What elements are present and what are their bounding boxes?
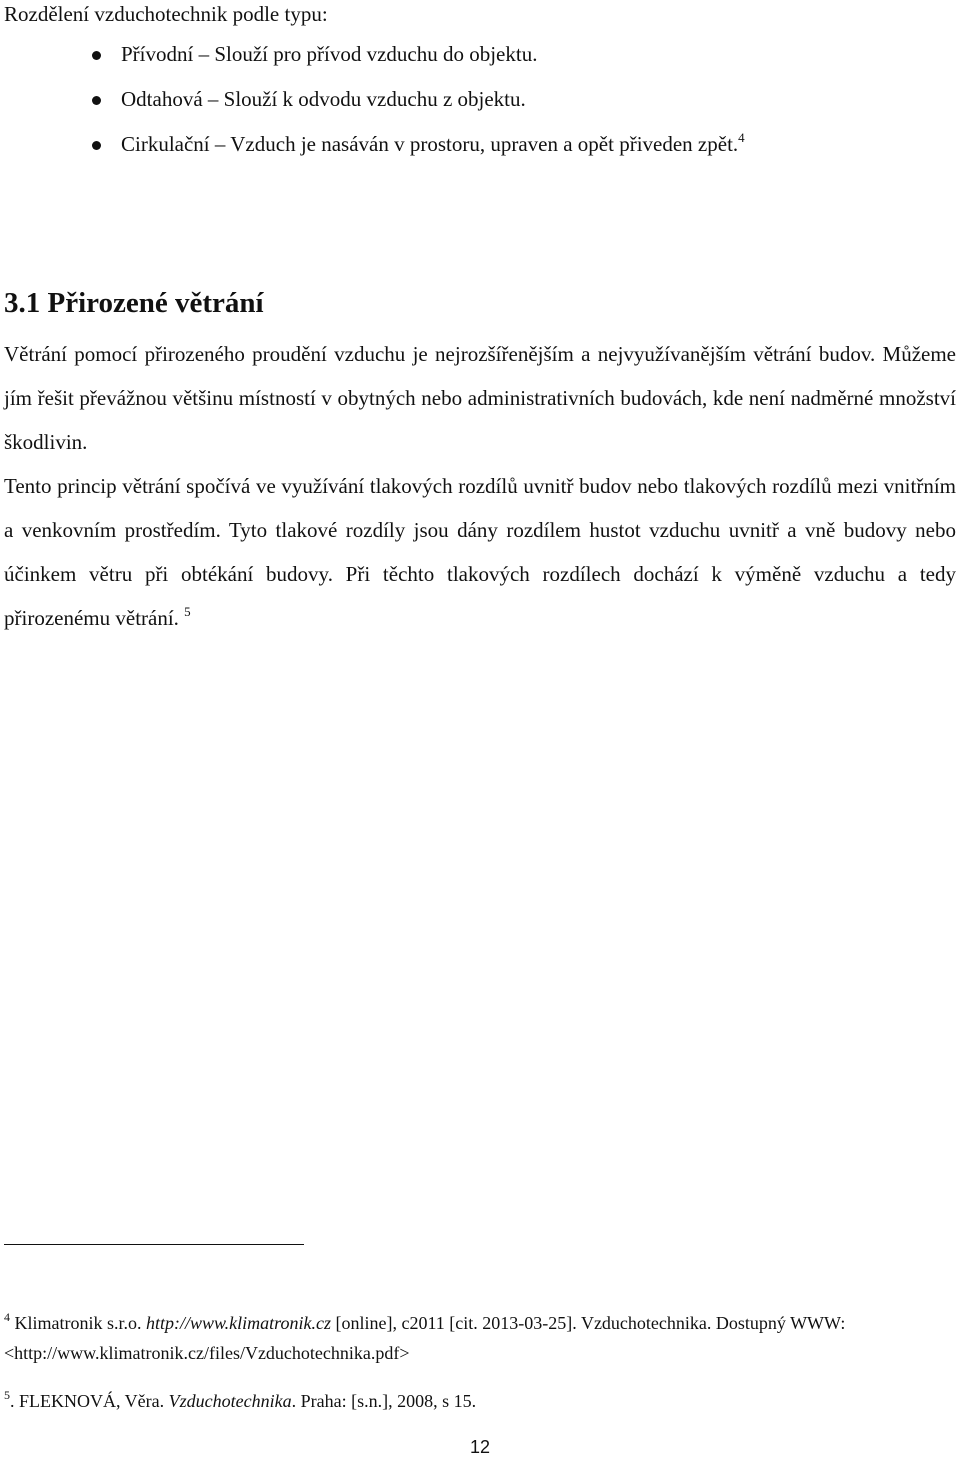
bullet-icon <box>92 96 101 105</box>
footnote: $^5$. FLEKNOVÁ, Věra. Vzduchotechnika. Praha: [s.n.], 2008, s 15. <box>4 1388 477 1411</box>
list-item-text: Cirkulační – Vzduch je nasáván v prostoru, upraven a opět přiveden zpět. <box>121 132 739 156</box>
footnote-title: Vzduchotechnika <box>168 1391 292 1411</box>
footnote-number: 4 <box>4 1310 10 1324</box>
list-item-text: Odtahová – Slouží k odvodu vzduchu z objektu. <box>121 87 526 111</box>
intro-text: Rozdělení vzduchotechnik podle typu: <box>4 2 328 26</box>
paragraph: Větrání pomocí přirozeného proudění vzduchu je nejrozšířenějším a nejvyužívanějším větrání budov. Můžeme jím řešit převážnou většinu místností v obytných nebo administrativních budovách, kde není nadměrné množství škodlivin. <box>4 342 956 454</box>
footnote-ref: 4 <box>738 130 745 145</box>
bullet-icon <box>92 141 101 150</box>
page-number: 12 <box>469 1437 491 1457</box>
footnote-divider <box>4 1244 304 1245</box>
footnote-ref: 5 <box>184 604 191 619</box>
list-item-text: Přívodní – Slouží pro přívod vzduchu do objektu. <box>121 42 538 66</box>
section-heading: 3.1 Přirozené větrání <box>4 287 264 319</box>
footnote: $^4$ Klimatronik s.r.o. http://www.klimatronik.cz [online], c2011 [cit. 2013-03-25]. Vzduchotechnika. Dostupný WWW: <http://www.klimatronik.cz/files/Vzduchotechnika.pdf> <box>4 1310 846 1363</box>
footnote-link: http://www.klimatronik.cz <box>146 1313 331 1333</box>
paragraph <box>4 464 956 640</box>
footnote-number: 5 <box>4 1388 10 1402</box>
bullet-icon <box>92 51 101 60</box>
paragraph-text: Tento princip větrání spočívá ve využívání tlakových rozdílů uvnitř budov nebo tlakových rozdílů mezi vnitřním a venkovním prostředím. Tyto tlakové rozdíly jsou dány rozdílem hustot vzduchu uvnitř a vně budovy nebo účinkem větru při obtékání budovy. Při těchto tlakových rozdílech dochází k výměně vzduchu a tedy přirozenému větrání. <box>4 474 956 630</box>
